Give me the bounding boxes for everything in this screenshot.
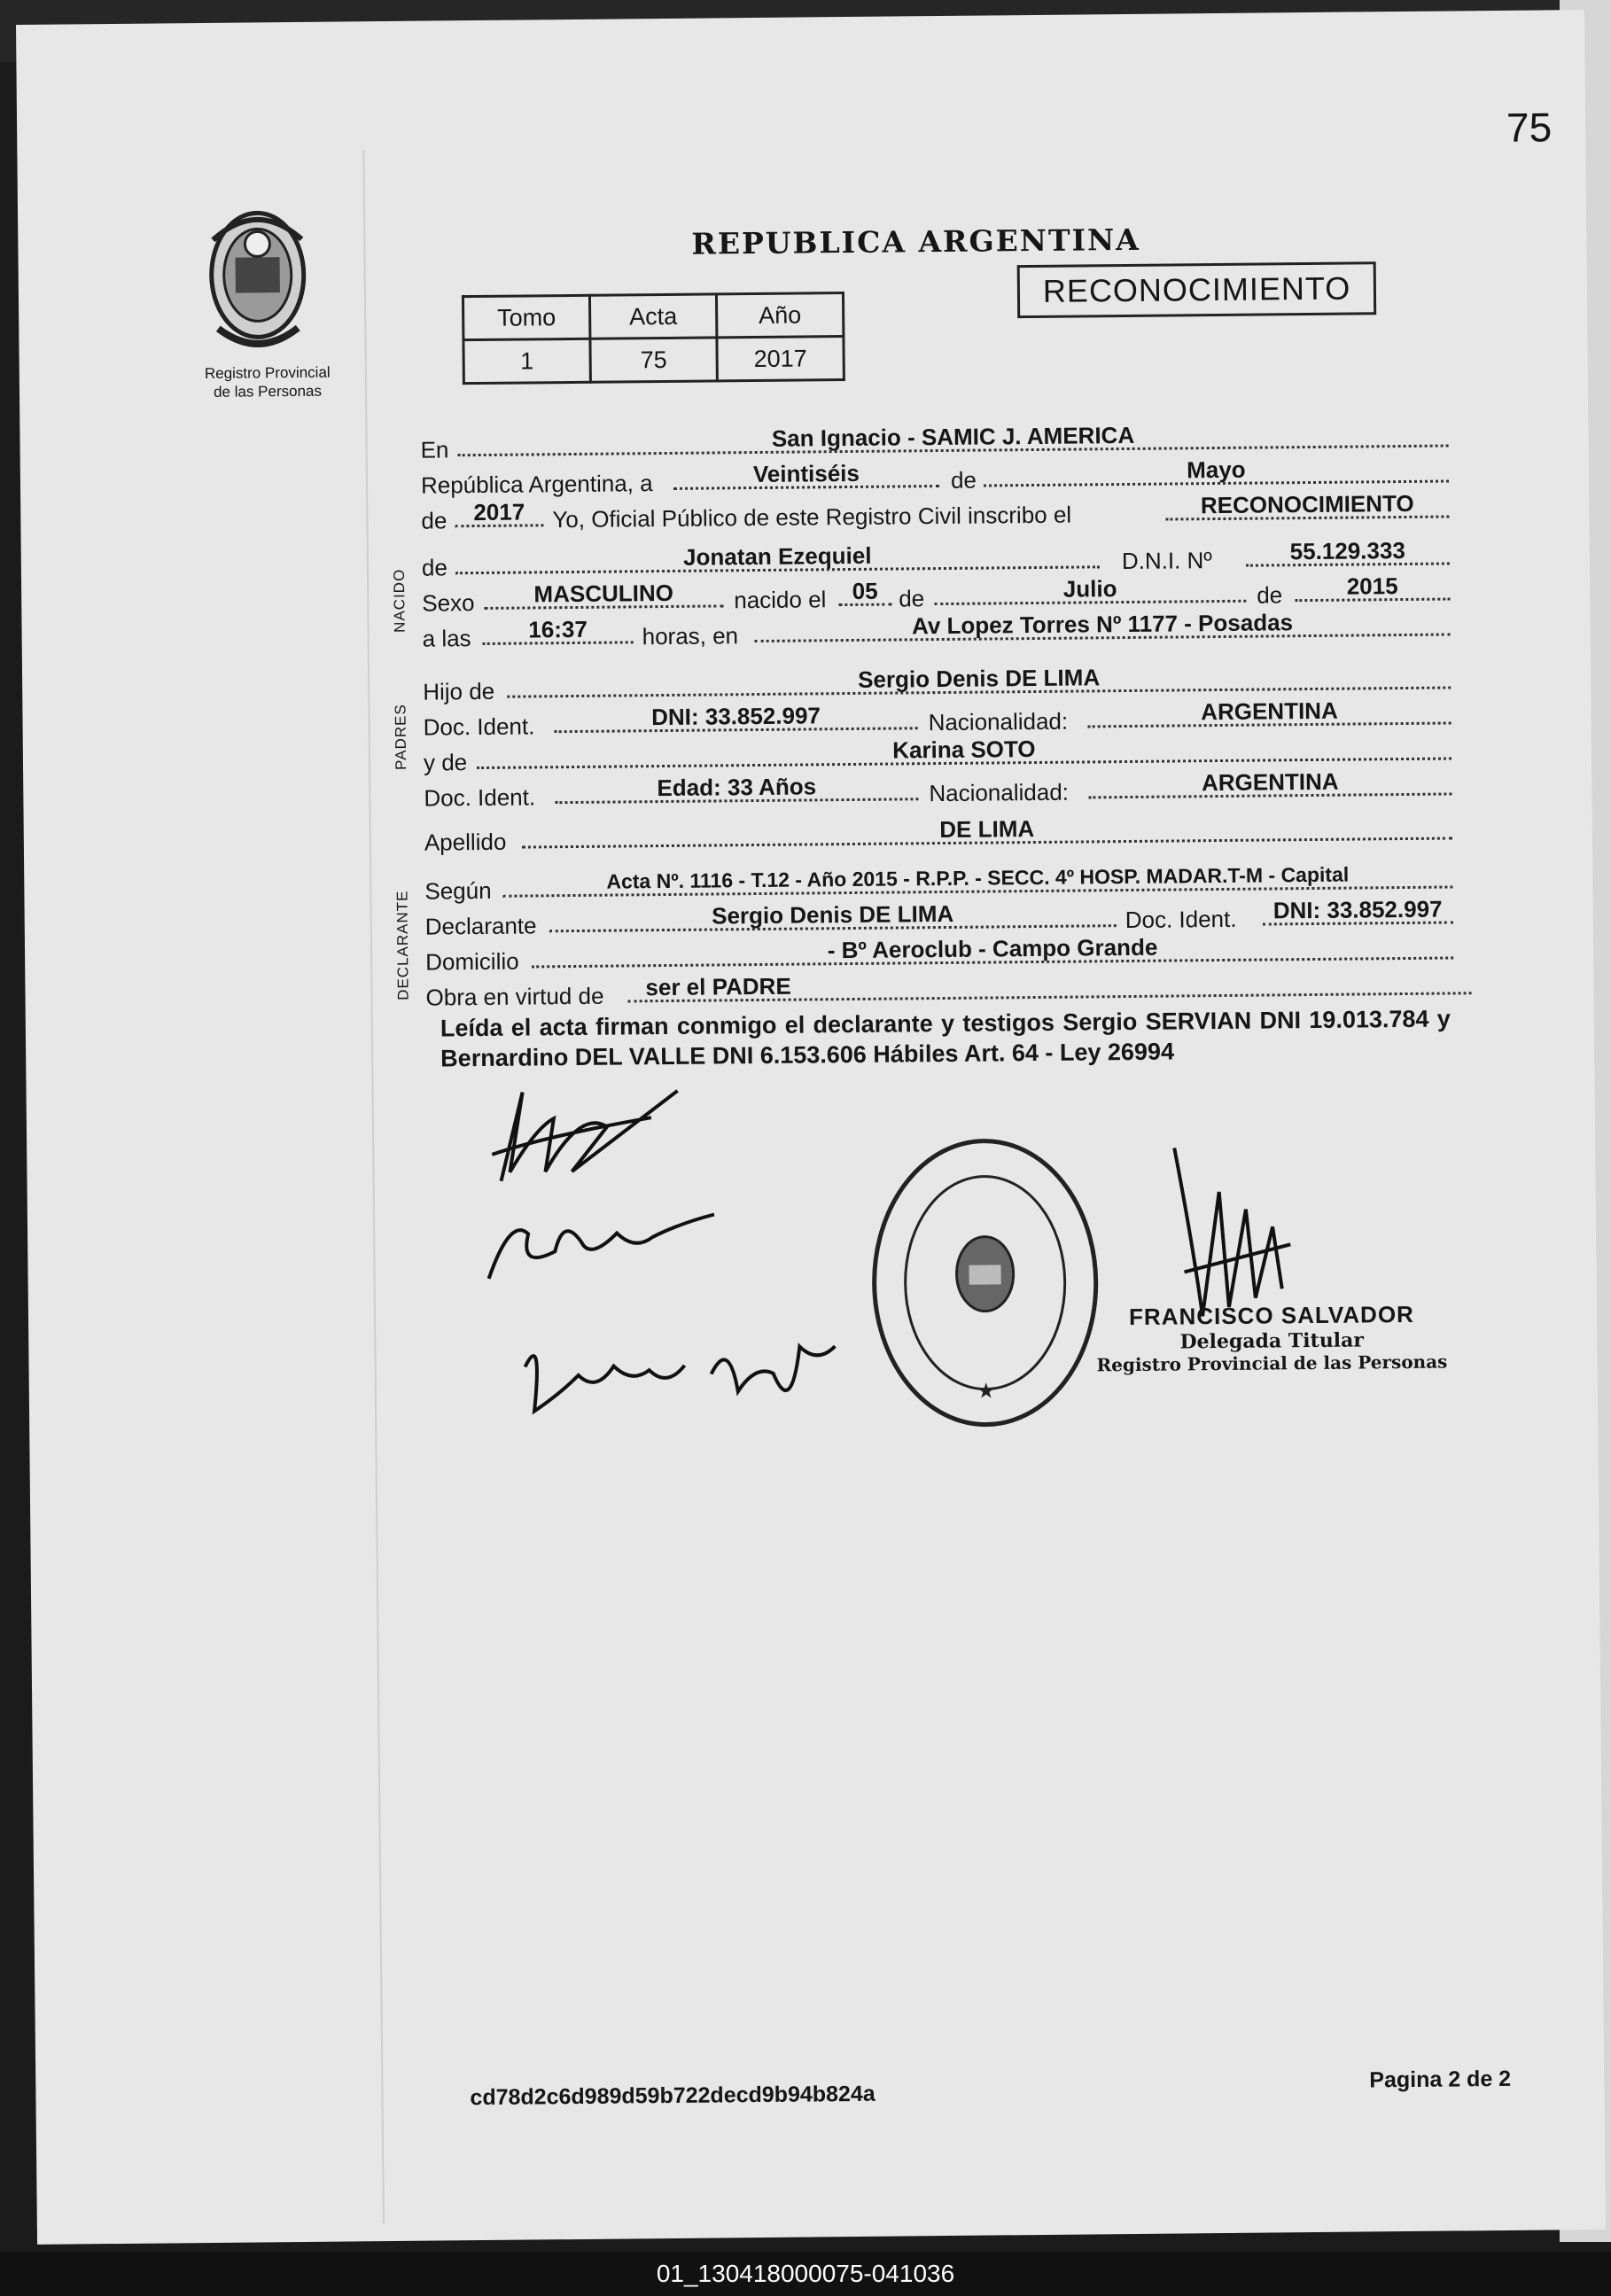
field-obra: ser el PADRE xyxy=(627,967,1471,1002)
acta-value-anio: 2017 xyxy=(717,337,844,381)
label-madre-doc: Doc. Ident. xyxy=(424,783,536,812)
side-label-nacido: NACIDO xyxy=(390,568,409,633)
field-madre-nacionalidad: ARGENTINA xyxy=(1088,767,1451,798)
field-declarante: Sergio Denis DE LIMA xyxy=(549,899,1117,932)
field-nombre: Jonatan Ezequiel xyxy=(455,541,1100,574)
label-yo-oficial: Yo, Oficial Público de este Registro Civil inscribo el xyxy=(552,501,1072,533)
label-de-nac-anio: de xyxy=(1257,581,1283,609)
acta-value-tomo: 1 xyxy=(463,339,590,383)
label-padre-nacionalidad: Nacionalidad: xyxy=(928,707,1069,736)
label-de-mes: de xyxy=(950,466,977,494)
closing-statement: Leída el acta firman conmigo el declarante y testigos Sergio SERVIAN DNI 19.013.784 y Bernardino DEL VALLE DNI 6.153.606 Hábiles Art. 64 - Ley 26994 xyxy=(440,1005,1451,1072)
label-segun: Según xyxy=(424,876,492,905)
acta-value-acta: 75 xyxy=(590,338,717,382)
label-a-las: a las xyxy=(422,625,471,652)
field-dni: 55.129.333 xyxy=(1246,537,1450,566)
field-madre: Karina SOTO xyxy=(477,732,1451,769)
side-label-declarante: DECLARANTE xyxy=(393,890,412,1000)
document-page xyxy=(16,10,1606,2245)
label-declarante: Declarante xyxy=(424,912,537,940)
label-declarante-doc: Doc. Ident. xyxy=(1125,905,1237,934)
acta-value-row xyxy=(463,337,844,384)
row-madre-doc xyxy=(424,768,1451,817)
label-en: En xyxy=(420,436,449,463)
official-role: Delegada Titular xyxy=(1179,1328,1365,1354)
field-mes: Mayo xyxy=(984,455,1449,487)
official-seal-icon xyxy=(860,1131,1110,1435)
svg-text:★: ★ xyxy=(976,1378,996,1404)
field-anio: 2017 xyxy=(455,499,543,527)
official-office: Registro Provincial de las Personas xyxy=(1096,1350,1448,1376)
label-y-de: y de xyxy=(423,749,468,776)
margin-rule xyxy=(362,150,384,2223)
label-apellido: Apellido xyxy=(424,828,507,856)
logo-caption xyxy=(175,362,361,401)
acta-reference-table xyxy=(462,292,845,385)
signature-declarante xyxy=(473,1073,687,1208)
label-de-nac-mes: de xyxy=(899,585,925,612)
field-nac-mes: Julio xyxy=(934,575,1246,605)
field-tipo: RECONOCIMIENTO xyxy=(1165,491,1449,521)
acta-header-acta: Acta xyxy=(589,294,716,339)
row-hora xyxy=(422,609,1450,658)
province-coat-of-arms-icon xyxy=(199,204,316,373)
page-number: 75 xyxy=(1506,104,1553,151)
label-madre-nacionalidad: Nacionalidad: xyxy=(929,778,1070,807)
label-padre-doc: Doc. Ident. xyxy=(423,712,535,741)
field-dia: Veintiséis xyxy=(673,460,939,490)
acta-header-row xyxy=(463,293,843,340)
field-lugar: San Ignacio - SAMIC J. AMERICA xyxy=(457,420,1448,457)
label-domicilio: Domicilio xyxy=(425,947,519,976)
field-declarante-doc: DNI: 33.852.997 xyxy=(1263,896,1453,925)
field-lugar-nac: Av Lopez Torres Nº 1177 - Posadas xyxy=(754,608,1450,642)
label-dni: D.N.I. Nº xyxy=(1121,547,1212,575)
official-name: FRANCISCO SALVADOR xyxy=(1128,1300,1414,1331)
field-sexo: MASCULINO xyxy=(484,580,723,610)
field-padre-nacionalidad: ARGENTINA xyxy=(1087,697,1451,728)
document-title: REPUBLICA ARGENTINA xyxy=(691,222,1140,261)
field-hora: 16:37 xyxy=(482,616,633,645)
official-signature-block xyxy=(1096,1301,1448,1376)
acta-header-anio: Año xyxy=(716,293,843,338)
scan-footer-code: 01_130418000075-041036 xyxy=(0,2252,1611,2296)
label-obra-en-virtud: Obra en virtud de xyxy=(425,982,604,1011)
label-republica: República Argentina, a xyxy=(420,470,653,499)
label-de-nombre: de xyxy=(421,554,448,581)
row-apellido xyxy=(424,813,1452,861)
field-nac-dia: 05 xyxy=(838,579,891,607)
field-padre-doc: DNI: 33.852.997 xyxy=(554,702,917,733)
side-label-padres: PADRES xyxy=(392,704,410,770)
acta-header-tomo: Tomo xyxy=(463,295,589,339)
document-hash: cd78d2c6d989d59b722decd9b94b824a xyxy=(470,2081,876,2111)
label-de-anio: de xyxy=(421,507,448,534)
logo-caption-line1: Registro Provincial xyxy=(204,363,331,382)
label-sexo: Sexo xyxy=(422,589,475,617)
label-hijo-de: Hijo de xyxy=(423,677,495,705)
field-padre: Sergio Denis DE LIMA xyxy=(507,661,1451,697)
field-apellido: DE LIMA xyxy=(522,812,1452,848)
field-domicilio: - Bº Aeroclub - Campo Grande xyxy=(532,931,1453,968)
act-type-box: RECONOCIMIENTO xyxy=(1017,261,1377,318)
label-nacido-el: nacido el xyxy=(734,586,827,614)
logo-caption-line2: de las Personas xyxy=(213,382,323,401)
signature-testigo-1 xyxy=(475,1196,724,1296)
label-horas-en: horas, en xyxy=(642,622,739,650)
signature-testigo-2 xyxy=(507,1311,844,1438)
field-madre-doc: Edad: 33 Años xyxy=(555,773,918,804)
field-nac-anio: 2015 xyxy=(1295,572,1450,602)
field-segun: Acta Nº. 1116 - T.12 - Año 2015 - R.P.P. - SECC. 4º HOSP. MADAR.T-M - Capital xyxy=(502,860,1452,897)
pagination: Pagina 2 de 2 xyxy=(1369,2066,1512,2093)
